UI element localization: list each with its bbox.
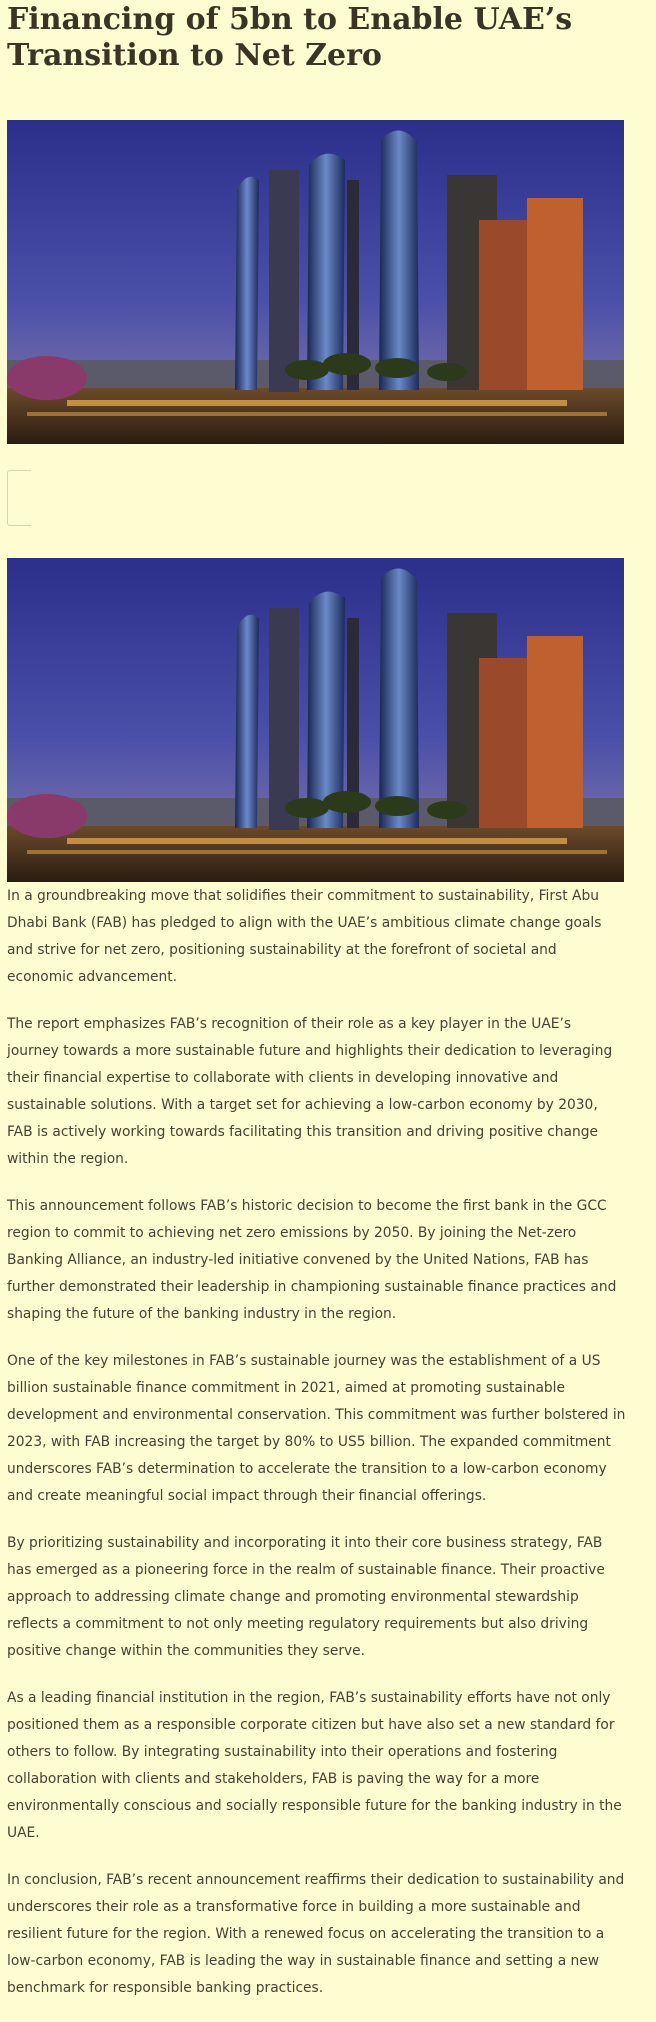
article-paragraph: This announcement follows FAB’s historic decision to become the first bank in the GCC region to commit to achieving net zero emissions by 2050. By joining the Net-zero Banking Alliance, an industry-led initiative convened by the United Nations, FAB has further demonstrated their leadership in championing sustainable finance practices and shaping the future of the banking industry in the region. — [7, 1198, 617, 1322]
skyline-photo — [7, 120, 624, 444]
article-paragraph: In a groundbreaking move that solidifies their commitment to sustainability, First Abu Dhabi Bank (FAB) has pledged to align with the UAE’s ambitious climate change goals and strive for net zero, positioning sustainability at the forefront of societal and economic advancement. — [7, 888, 602, 985]
skyline-photo — [7, 558, 624, 882]
article-body — [7, 883, 627, 2022]
image-placeholder — [7, 470, 31, 526]
page-title: Financing of 5bn to Enable UAE’s Transition to Net Zero — [7, 2, 573, 73]
article-paragraph: In conclusion, FAB’s recent announcement reaffirms their dedication to sustainability and underscores their role as a transformative force in building a more sustainable and resilient future for the region. With a renewed focus on accelerating the transition to a low-carbon economy, FAB is leading the way in sustainable finance and setting a new benchmark for responsible banking practices. — [7, 1872, 625, 1996]
article-paragraph: As a leading financial institution in the region, FAB’s sustainability efforts have not only positioned them as a responsible corporate citizen but have also set a new standard for others to follow. By integrating sustainability into their operations and fostering collaboration with clients and stakeholders, FAB is paving the way for a more environmentally conscious and socially responsible future for the banking industry in the UAE. — [7, 1690, 622, 1841]
hero-image-secondary — [7, 558, 624, 882]
article-paragraph: By prioritizing sustainability and incorporating it into their core business strategy, FAB has emerged as a pioneering force in the realm of sustainable finance. Their proactive approach to addressing climate change and promoting environmental stewardship reflects a commitment to not only meeting regulatory requirements but also driving positive change within the communities they serve. — [7, 1535, 605, 1659]
article-paragraph: The report emphasizes FAB’s recognition of their role as a key player in the UAE’s journey towards a more sustainable future and highlights their dedication to leveraging their financial expertise to collaborate with clients in developing innovative and sustainable solutions. With a target set for achieving a low-carbon economy by 2030, FAB is actively working towards facilitating this transition and driving positive change within the region. — [7, 1016, 613, 1167]
article-paragraph: One of the key milestones in FAB’s sustainable journey was the establishment of a US billion sustainable finance commitment in 2021, aimed at promoting sustainable development and environmental conservation. This commitment was further bolstered in 2023, with FAB increasing the target by 80% to US5 billion. The expanded commitment underscores FAB’s determination to accelerate the transition to a low-carbon economy and create meaningful social impact through their financial offerings. — [7, 1353, 626, 1504]
hero-image — [7, 120, 624, 444]
